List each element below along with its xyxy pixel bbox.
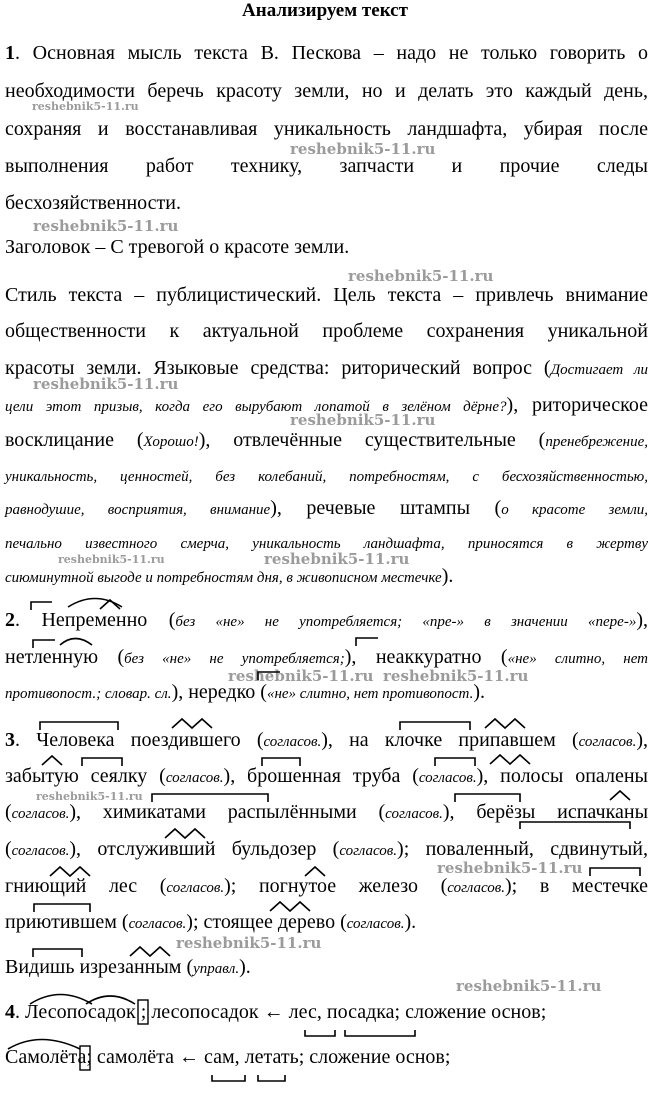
text-line: приютившем (согласов.); стоящее дерево (согласов.). [5, 911, 417, 933]
watermark: reshebnik5-11.ru [58, 553, 165, 566]
watermark: reshebnik5-11.ru [290, 140, 436, 158]
text-line: 3. Человека поездившего (согласов.), на клочке припавшем (согласов.), [5, 729, 648, 751]
combo-mark [172, 719, 212, 728]
text-line: 4. Лесопосадок ; лесопосадок ← лес, посадка; сложение основ; [5, 1001, 547, 1023]
text-line: Видишь изрезанным (управл.). [5, 956, 251, 978]
text-line: Стиль текста – публицистический. Цель текста – привлечь внимание [5, 284, 648, 306]
base-mark [345, 1030, 415, 1036]
watermark: reshebnik5-11.ru [228, 667, 374, 685]
text-line: нетленную (без «не» не употребляется;), неаккуратно («не» слитно, нет [5, 646, 649, 668]
combo-mark [485, 719, 525, 728]
text-line: забытую сеялку (согласов.), брошенная труба (согласов.), полосы опалены [5, 765, 648, 787]
text-line: гниющий лес (согласов.); погнутое железо (согласов.); в местечке [5, 875, 649, 897]
text-line: 1. Основная мысль текста В. Пескова – надо не только говорить о [5, 42, 648, 64]
page-title: Анализируем текст [242, 0, 408, 21]
watermark: reshebnik5-11.ru [33, 217, 179, 235]
text-line: бесхозяйственности. [5, 192, 181, 214]
text-line: необходимости беречь красоту земли, но и делать это каждый день, [5, 80, 648, 102]
text-line: восклицание (Хорошо!), отвлечённые существительные (пренебрежение, [5, 429, 648, 451]
text-line: цели этот призыв, когда его вырубают лопатой в зелёном дёрне?), риторическое [5, 394, 648, 416]
watermark: reshebnik5-11.ru [32, 100, 139, 113]
watermark: reshebnik5-11.ru [33, 375, 179, 393]
base-mark [258, 1075, 285, 1081]
text-line: (согласов.), химикатами распылёнными (согласов.), берёзы испачканы [5, 801, 649, 823]
text-line: Самолёта; самолёта ← сам, летать; сложение основ; [5, 1046, 451, 1068]
combo-mark [610, 791, 630, 800]
watermark: reshebnik5-11.ru [290, 411, 436, 429]
text-line: выполнения работ технику, запчасти и прочие следы [5, 155, 648, 177]
text-line: уникальность, ценностей, без колебаний, потребностям, с бесхозяйственностью, [5, 469, 648, 485]
text-line: печально известного смерча, уникальность ландшафта, приносятся в жертву [5, 536, 648, 552]
root-arc-mark [68, 599, 122, 608]
text-line: противопост.; словар. сл.), нередко («не» слитно, нет противопост.). [5, 681, 485, 703]
watermark: reshebnik5-11.ru [383, 667, 529, 685]
text-line: 2. Непременно (без «не» не употребляется; «пре-» в значении «пере-»), [5, 609, 648, 631]
text-line: красоты земли. Языковые средства: риторический вопрос (Достигает ли [5, 357, 648, 379]
base-mark [305, 1030, 335, 1036]
watermark: reshebnik5-11.ru [264, 550, 410, 568]
watermark: reshebnik5-11.ru [348, 267, 494, 285]
watermark: reshebnik5-11.ru [437, 859, 583, 877]
text-line: сохраняя и восстанавливая уникальность ландшафта, убирая после [5, 118, 648, 140]
watermark: reshebnik5-11.ru [36, 790, 143, 803]
watermark: reshebnik5-11.ru [176, 934, 322, 952]
text-line: Заголовок – С тревогой о красоте земли. [5, 236, 350, 258]
text-line: общественности к актуальной проблеме сохранения уникальной [5, 320, 648, 342]
text-line: сиюминутной выгоде и потребностям дня, в живописном местечке). [5, 565, 454, 587]
text-line: (согласов.), отслуживший бульдозер (согласов.); поваленный, сдвинутый, [5, 838, 649, 860]
base-mark [212, 1075, 245, 1081]
watermark: reshebnik5-11.ru [456, 977, 602, 995]
combo-mark [490, 755, 530, 764]
text-line: равнодушие, восприятия, внимание), речевые штампы (о красоте земли, [5, 497, 649, 519]
